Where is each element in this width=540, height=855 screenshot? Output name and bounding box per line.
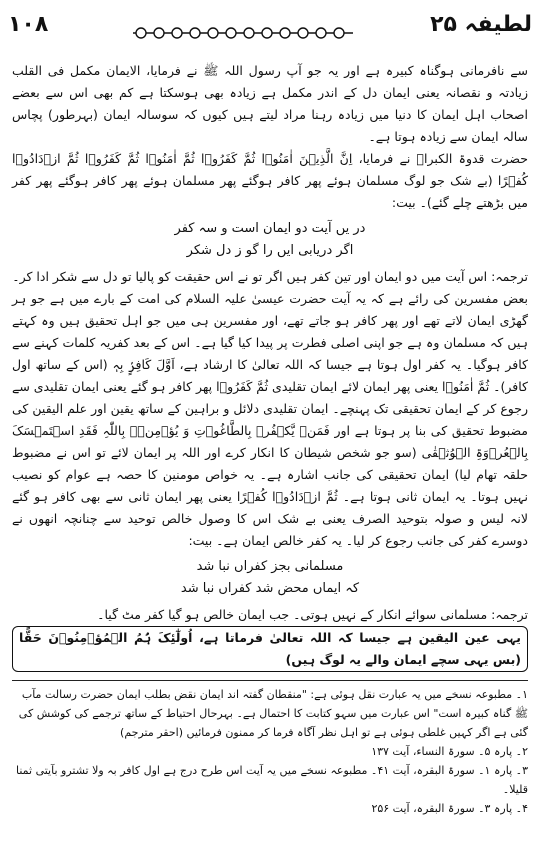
verse-1-line-2: اگر دریابی ایں را گو ز دل شکر	[186, 243, 354, 258]
main-text	[12, 60, 528, 672]
verse-1-line-1: در یں آیت دو ایمان است و سہ کفر	[174, 221, 366, 236]
page-header	[8, 8, 532, 48]
section-title: لطیفہ ۲۵	[430, 12, 532, 37]
footnotes	[12, 680, 528, 818]
footnote-1: ۱۔ مطبوعہ نسخے میں یہ عبارت نقل ہوئی ہے: "منقطان گفتہ اند ایمان نقض بطلب ایمان حضرت رسالت مآب ﷺ گناہ کبیرہ است" اس عبارت میں سہو کتابت کا احتمال ہے۔ بہرحال احتیاط کے ساتھ ترجمے کی کوشش کی گئی ہے اگر کہیں غلطی ہوئی ہے تو اہل نظر آگاہ فرما کر ممنون فرمائیں (احقر مترجم)	[18, 688, 528, 739]
footnote-3: ۳۔ پارہ ۱۔ سورۃ البقرہ، آیت ۴۱۔ مطبوعہ نسخے میں یہ آیت اس طرح درج ہے اول کافر بہ ولا تشترو بآیتی ثمنا قلیلا۔	[15, 764, 528, 796]
decorative-chain-icon	[133, 26, 353, 40]
concluding-verse: یہی عین الیقین ہے جیسا کہ اللہ تعالیٰ فرماتا ہے، اُولٰٓئِکَ ہُمُ الۡمُؤۡمِنُوۡنَ حَقًّا (بس یہی سچے ایمان والے یہ لوگ ہیں)	[12, 626, 528, 672]
translation-1: ترجمہ: اس آیت میں دو ایمان اور تین کفر ہیں اگر تو نے اس حقیقت کو پالیا تو دل سے شکر ادا کر۔	[12, 269, 528, 284]
paragraph-4: بعض مفسرین کی رائے ہے کہ یہ آیت حضرت عیسیٰ علیہ السلام کی امت کے بارے میں ہے جو ہر گھڑی ایمان لاتے تھے اور پھر کافر ہو جاتے تھے، اور مفسرین ہی میں جو اہل تحقیق ہیں وہ کہتے ہیں کہ مسلمان وہ ہے جو اپنی اصلی فطرت پر پیدا کیا گیا ہے۔ اس کے بعد کفریہ کلمات کہنے سے کافر ہوگیا۔ یہ کفر اول ہوتا ہے جیسا کہ اللہ تعالیٰ کا ارشاد ہے، اَوَّلَ کَافِرٍۢ بِہٖ (اس کے ساتھ اول کافر)۔ ثُمَّ اٰمَنُوۡا یعنی پھر ایمان لائے ایمان تقلیدی ثُمَّ کَفَرُوۡا پھر کافر ہو گئے یعنی ایمان تقلیدی سے رجوع کر کے ایمان تحقیقی تک پہنچے۔ ایمان تقلیدی دلائل و براہین کے ساتھ یقین اور علم الیقین کی مضبوط تحقیق کی بنا پر ہوتا ہے اور فَمَنۡ یَّکۡفُرۡ بِالطَّاغُوۡتِ وَ یُؤۡمِنۡۢ بِاللّٰہِ فَقَدِ اسۡتَمۡسَکَ بِالۡعُرۡوَۃِ الۡوُثۡقٰی (سو جو شخص شیطان کا انکار کرے اور اللہ پر ایمان لائے تو اس نے مضبوط حلقہ تھام لیا) ایمان تحقیقی کی جانب اشارہ ہے۔ یہ خواص مومنین کا حصہ ہے عوام کو نصیب نہیں ہوتا۔ یہ ایمان ثانی ہوتا ہے۔ ثُمَّ ازۡدَادُوۡا کُفۡرًا یعنی پھر ایمان ثانی سے بھی کافر ہو گئے لانہ لیس و صولہ بتوحید الصرف یعنی بے شک اس کا وصول خالص توحید سے چنانچہ انھوں نے دوسرے کفر کی جانب رجوع کر لیا۔ یہ کفر خالص ایمان ہے۔ بیت:	[12, 291, 528, 548]
translation-2: ترجمہ: مسلمانی سوائے انکار کے نہیں ہوتی۔ جب ایمان خالص ہو گیا کفر مٹ گیا۔	[97, 607, 528, 622]
paragraph-1: سے نافرمانی ہوگناہ کبیرہ ہے اور یہ جو آپ رسول اللہ ﷺ نے فرمایا، الایمان مکمل فی القلب زیادتہ و نقصانہ یعنی ایمان دل کے اندر مکمل ہے زیادہ بھی ہوسکتا ہے کم بھی اس سے بعضے اصحاب اہل ایمان کا دنیا میں زیادہ رہنا مراد لیتے ہیں کیوں کہ سوسالہ ایمان (بہرطور) پچاس سالہ ایمان سے زیادہ ہوتا ہے۔	[12, 63, 528, 144]
paragraph-2: حضرت قدوۃ الکبراؒ نے فرمایا، اِنَّ الَّذِیۡنَ اٰمَنُوۡا ثُمَّ کَفَرُوۡا ثُمَّ اٰمَنُوۡا ثُمَّ کَفَرُوۡا ثُمَّ ازۡدَادُوۡا کُفۡرًا (بے شک جو لوگ مسلمان ہوئے پھر کافر ہوگئے پھر مسلمان ہوئے پھر کافر ہوگئے پھر کفر میں بڑھتے چلے گئے)۔ بیت:	[12, 151, 528, 210]
footnote-2: ۲۔ پارہ ۵۔ سورۃ النساء، آیت ۱۳۷	[371, 745, 528, 758]
persian-verse-2	[12, 556, 528, 600]
verse-2-line-1: مسلمانی بجز کفراں نبا شد	[196, 559, 344, 574]
persian-verse-1	[12, 218, 528, 262]
footnote-4: ۴۔ پارہ ۳۔ سورۃ البقرہ، آیت ۲۵۶	[371, 802, 528, 815]
verse-2-line-2: کہ ایماں محض شد کفراں نبا شد	[180, 581, 360, 596]
page-number: ۱۰۸	[8, 12, 49, 37]
